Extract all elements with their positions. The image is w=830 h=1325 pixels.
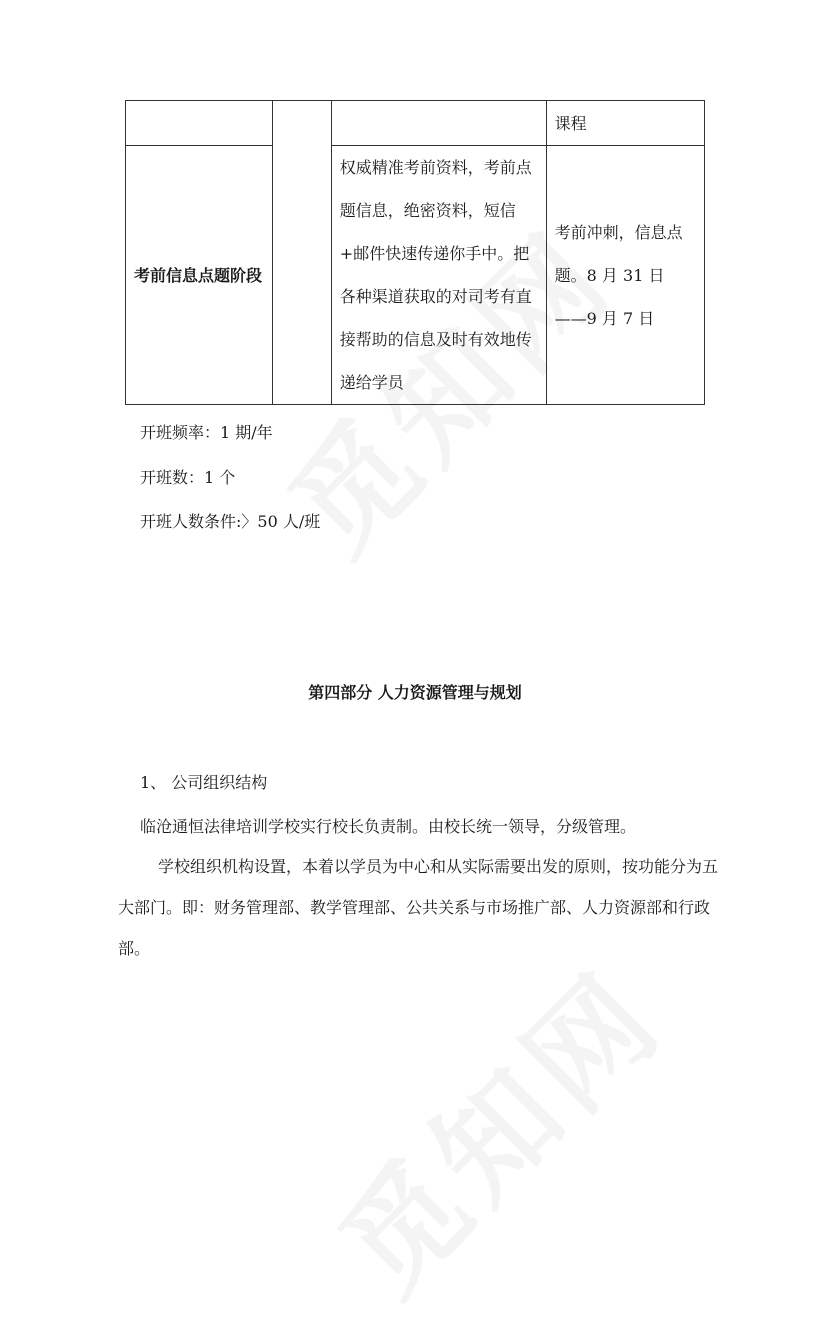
class-count: 开班数：1 个 <box>140 468 236 487</box>
table-cell <box>126 101 273 146</box>
table-cell <box>331 101 546 146</box>
schedule-table <box>125 100 705 405</box>
paragraph: 学校组织机构设置，本着以学员为中心和从实际需要出发的原则，按功能分为五大部门。即：财务管理部、教学管理部、公共关系与市场推广部、人力资源部和行政部。 <box>118 857 719 958</box>
class-frequency: 开班频率：1 期/年 <box>140 423 273 442</box>
section-title: 第四部分 人力资源管理与规划 <box>308 683 522 702</box>
table-cell <box>273 101 332 405</box>
class-condition: 开班人数条件:〉50 人/班 <box>140 512 321 531</box>
stage-description: 权威精准考前资料，考前点题信息，绝密资料，短信+邮件快速传递你手中。把各种渠道获取的对司考有直接帮助的信息及时有效地传递给学员 <box>331 146 546 405</box>
stage-note: 考前冲刺，信息点题。8 月 31 日——9 月 7 日 <box>546 146 704 405</box>
table-row <box>126 146 705 405</box>
watermark <box>296 927 693 1324</box>
paragraph: 临沧通恒法律培训学校实行校长负责制。由校长统一领导，分级管理。 <box>140 817 637 836</box>
table-row <box>126 101 705 146</box>
stage-label: 考前信息点题阶段 <box>126 146 273 405</box>
section-heading: 1、 公司组织结构 <box>140 773 268 792</box>
table-cell: 课程 <box>546 101 704 146</box>
